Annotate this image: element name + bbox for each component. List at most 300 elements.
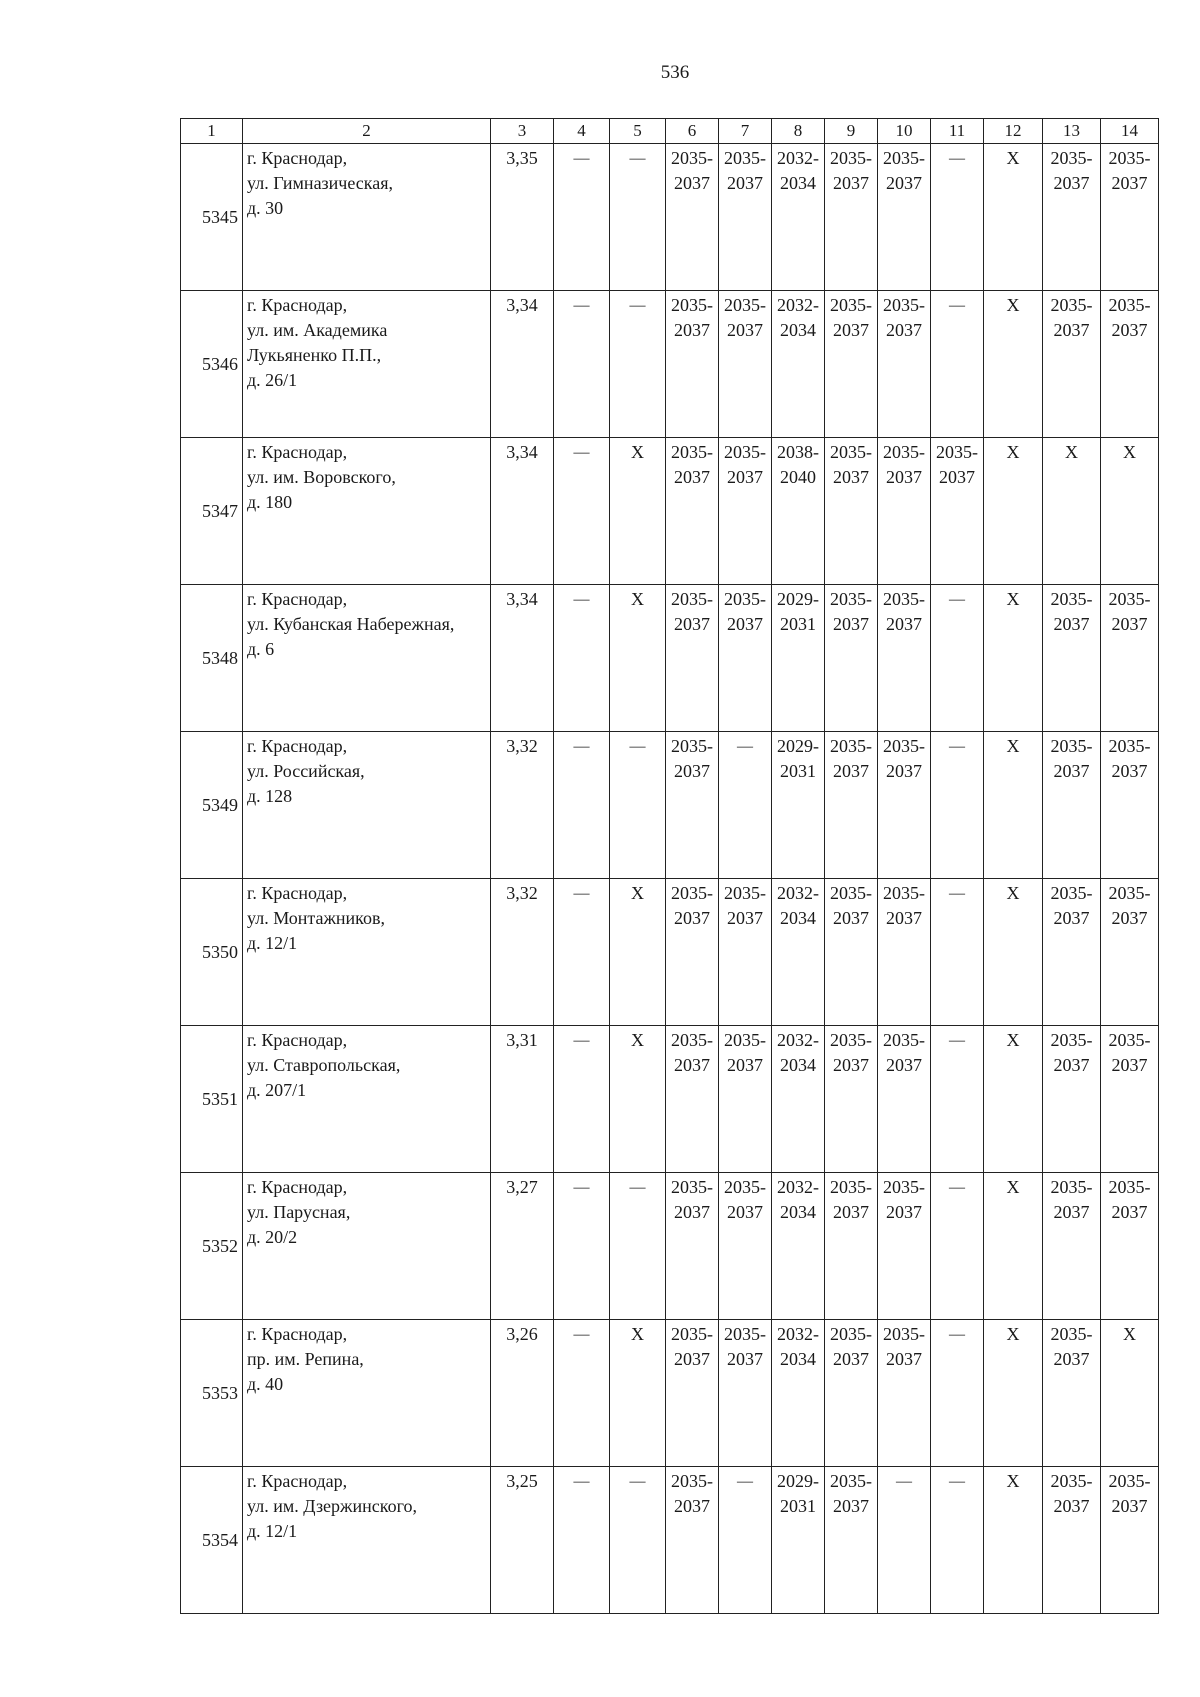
value-line: 2035- [1050,1030,1093,1050]
value-line: — [949,1473,965,1490]
value-cell [825,879,878,1026]
value-cell [931,438,984,585]
value-line: 3,34 [506,589,538,609]
value-line: 2035- [724,589,766,609]
value-line: 2037 [886,320,922,340]
value-cell [825,585,878,732]
value-line: 2037 [727,467,763,487]
value-line: 2037 [886,1202,922,1222]
value-line: 2035- [883,736,925,756]
column-header: 1 [181,119,243,144]
value-cell [491,1467,554,1614]
value-cell [610,291,666,438]
value-line: 2035- [883,589,925,609]
value-line: 2035- [671,883,713,903]
value-line: 2034 [780,1202,816,1222]
value-cell [610,438,666,585]
value-line: 2035- [1050,1471,1093,1491]
value-cell [984,732,1043,879]
value-line: 2037 [674,761,710,781]
value-line: Х [1006,1030,1020,1050]
value-cell [878,144,931,291]
value-line: 2034 [780,320,816,340]
value-line: 2037 [833,908,869,928]
table-row [181,879,1159,1026]
value-line: — [573,1179,590,1196]
value-cell [666,1320,719,1467]
value-line: Х [631,883,644,903]
value-line: 3,34 [506,442,538,462]
address-line: г. Краснодар, [247,736,348,756]
row-number: 5353 [181,1320,243,1467]
value-line: 2037 [727,1349,763,1369]
value-cell [666,585,719,732]
value-line: 2035- [1050,883,1093,903]
address-line: ул. им. Академика [247,320,388,340]
value-line: 2031 [780,1496,816,1516]
value-cell [931,585,984,732]
column-header-row [181,119,1159,144]
address-line: ул. Ставропольская, [247,1055,401,1075]
value-line: — [896,1473,912,1490]
column-header: 8 [772,119,825,144]
value-line: 3,32 [506,883,538,903]
column-header: 4 [554,119,610,144]
value-line: — [573,885,590,902]
value-line: 2032- [777,295,819,315]
value-line: 2035- [724,148,766,168]
value-line: 2029- [777,736,819,756]
value-cell [825,291,878,438]
value-line: 2037 [727,173,763,193]
value-cell [984,879,1043,1026]
table-row [181,291,1159,438]
value-cell [984,438,1043,585]
value-line: 2035- [883,148,925,168]
table-row [181,438,1159,585]
value-line: 2035- [671,1177,713,1197]
value-line: Х [1065,442,1078,462]
value-line: — [949,297,965,314]
value-line: — [737,738,753,755]
value-cell [772,732,825,879]
value-cell [772,1026,825,1173]
value-line: 2035- [1050,1177,1093,1197]
row-number: 5348 [181,585,243,732]
value-cell [878,438,931,585]
value-cell [984,1467,1043,1614]
value-line: 3,27 [506,1177,538,1197]
address-line: ул. Кубанская Набережная, [247,614,455,634]
value-cell [984,585,1043,732]
value-cell [825,438,878,585]
address-cell [243,144,491,291]
value-cell [666,1173,719,1320]
value-line: Х [1006,1177,1020,1197]
value-line: 2035- [830,442,872,462]
value-line: 2037 [833,1055,869,1075]
value-line: — [629,738,646,755]
column-header: 5 [610,119,666,144]
value-cell [931,879,984,1026]
value-line: 2035- [671,1030,713,1050]
value-line: — [629,150,646,167]
row-number: 5351 [181,1026,243,1173]
value-cell [825,1320,878,1467]
value-line: 2035- [883,1324,925,1344]
value-line: Х [1006,883,1020,903]
value-line: 2037 [727,908,763,928]
value-cell [554,291,610,438]
value-line: 2035- [1050,148,1093,168]
row-number: 5350 [181,879,243,1026]
value-cell [931,1320,984,1467]
value-line: Х [1123,442,1136,462]
value-cell [931,1467,984,1614]
value-line: 2035- [1108,1030,1151,1050]
address-line: ул. Российская, [247,761,365,781]
value-line: 2037 [886,467,922,487]
value-line: 2037 [833,761,869,781]
value-line: 2037 [674,467,710,487]
value-cell [719,879,772,1026]
value-line: 2037 [1053,761,1090,781]
value-line: 2035- [724,883,766,903]
value-line: 2037 [674,908,710,928]
value-line: — [573,591,590,608]
value-line: Х [631,442,644,462]
value-line: 2037 [886,761,922,781]
value-line: 2037 [727,1202,763,1222]
value-line: 2029- [777,589,819,609]
address-cell [243,1320,491,1467]
value-line: — [949,1032,965,1049]
value-cell [554,585,610,732]
value-cell [931,732,984,879]
address-cell [243,585,491,732]
value-cell [931,1173,984,1320]
address-line: д. 128 [247,786,293,806]
value-line: 3,34 [506,295,538,315]
value-cell [825,1026,878,1173]
table-row [181,1467,1159,1614]
value-cell [610,1026,666,1173]
value-line: 2032- [777,883,819,903]
value-cell [878,291,931,438]
value-cell [554,879,610,1026]
value-cell [719,732,772,879]
value-line: 2035- [936,442,978,462]
value-cell [1043,1173,1101,1320]
value-line: 2037 [1111,908,1148,928]
value-line: 2035- [883,1030,925,1050]
value-line: 2037 [1053,1055,1090,1075]
address-line: г. Краснодар, [247,589,348,609]
value-cell [491,879,554,1026]
value-cell [610,879,666,1026]
value-cell [1043,144,1101,291]
value-line: 2037 [1111,173,1148,193]
address-line: г. Краснодар, [247,1030,348,1050]
value-line: 2034 [780,173,816,193]
column-header: 11 [931,119,984,144]
column-header: 3 [491,119,554,144]
value-cell [554,732,610,879]
value-line: 2031 [780,614,816,634]
value-cell [772,291,825,438]
value-cell [666,1026,719,1173]
address-line: д. 12/1 [247,933,298,953]
value-cell [491,585,554,732]
address-line: г. Краснодар, [247,148,348,168]
value-cell [772,1320,825,1467]
value-cell [491,1320,554,1467]
address-line: г. Краснодар, [247,1471,348,1491]
value-cell [1043,438,1101,585]
value-cell [491,732,554,879]
value-line: 2035- [1108,589,1151,609]
value-line: 2035- [671,148,713,168]
value-cell [931,291,984,438]
table-row [181,1320,1159,1467]
value-cell [554,1467,610,1614]
value-line: 2037 [1111,1496,1148,1516]
value-line: 2032- [777,1030,819,1050]
address-cell [243,1467,491,1614]
address-line: д. 20/2 [247,1227,298,1247]
value-line: 2037 [674,614,710,634]
value-cell [772,1467,825,1614]
value-cell [984,1320,1043,1467]
value-line: 2031 [780,761,816,781]
value-cell [610,1320,666,1467]
value-line: Х [631,1030,644,1050]
value-line: — [573,738,590,755]
value-line: 2035- [1050,295,1093,315]
value-line: 2037 [727,614,763,634]
value-line: 2035- [724,1177,766,1197]
value-line: 2035- [1108,295,1151,315]
value-line: 2035- [1050,1324,1093,1344]
column-header: 7 [719,119,772,144]
housing-register-table [180,118,1159,1614]
value-line: 2037 [1111,761,1148,781]
value-line: — [737,1473,753,1490]
value-line: 3,35 [506,148,538,168]
value-cell [666,879,719,1026]
value-line: 2037 [727,320,763,340]
table-row [181,1173,1159,1320]
value-cell [772,1173,825,1320]
address-line: ул. Монтажников, [247,908,385,928]
column-header: 2 [243,119,491,144]
value-cell [719,585,772,732]
address-line: г. Краснодар, [247,883,348,903]
value-line: 2037 [886,173,922,193]
value-line: 2037 [674,1349,710,1369]
column-header: 12 [984,119,1043,144]
value-line: Х [1006,442,1020,462]
value-cell [719,291,772,438]
value-cell [1101,438,1159,585]
value-cell [825,1467,878,1614]
value-line: 2037 [833,1496,869,1516]
value-line: 2032- [777,148,819,168]
value-line: 2035- [671,442,713,462]
value-line: — [573,297,590,314]
value-line: 2037 [1111,614,1148,634]
value-line: 2040 [780,467,816,487]
value-cell [719,1320,772,1467]
value-line: 2034 [780,908,816,928]
value-line: 2035- [830,148,872,168]
value-cell [491,438,554,585]
value-line: 2034 [780,1055,816,1075]
value-line: 2032- [777,1177,819,1197]
value-cell [984,144,1043,291]
value-cell [1043,1467,1101,1614]
address-line: д. 26/1 [247,370,298,390]
value-cell [666,1467,719,1614]
value-cell [491,1026,554,1173]
value-line: 2037 [886,614,922,634]
value-line: 2037 [674,173,710,193]
value-line: 2037 [727,1055,763,1075]
value-line: 2037 [1053,614,1090,634]
value-cell [1043,585,1101,732]
column-header: 10 [878,119,931,144]
address-line: ул. им. Дзержинского, [247,1496,417,1516]
value-line: 2035- [1050,589,1093,609]
value-line: 2035- [671,736,713,756]
address-line: г. Краснодар, [247,442,348,462]
row-number: 5345 [181,144,243,291]
value-cell [666,732,719,879]
address-cell [243,291,491,438]
value-cell [1101,732,1159,879]
value-cell [554,1173,610,1320]
value-cell [825,1173,878,1320]
value-line: 2037 [833,173,869,193]
value-line: — [629,1473,646,1490]
value-line: Х [1006,1324,1020,1344]
value-line: 2035- [1108,148,1151,168]
value-line: — [573,1473,590,1490]
value-line: 2035- [671,295,713,315]
value-line: Х [1006,148,1020,168]
value-line: 3,25 [506,1471,538,1491]
value-cell [610,732,666,879]
value-line: Х [631,1324,644,1344]
value-line: 2035- [883,442,925,462]
value-cell [772,879,825,1026]
value-line: Х [1123,1324,1136,1344]
value-cell [984,1173,1043,1320]
value-cell [554,1026,610,1173]
page-number: 536 [660,62,690,83]
value-line: 2035- [671,589,713,609]
value-cell [878,879,931,1026]
address-line: г. Краснодар, [247,295,348,315]
value-line: — [629,1179,646,1196]
value-cell [491,291,554,438]
address-cell [243,879,491,1026]
address-line: Лукьяненко П.П., [247,345,382,365]
value-cell [878,585,931,732]
value-cell [1101,1320,1159,1467]
address-line: д. 40 [247,1374,284,1394]
value-line: — [949,1179,965,1196]
value-cell [554,144,610,291]
value-cell [719,1467,772,1614]
value-line: — [949,1326,965,1343]
value-line: — [949,738,965,755]
value-cell [878,732,931,879]
value-line: Х [1006,295,1020,315]
value-line: 2035- [1108,883,1151,903]
column-header: 9 [825,119,878,144]
value-line: 2035- [671,1324,713,1344]
value-line: 2037 [1111,320,1148,340]
value-line: 2037 [833,467,869,487]
address-line: г. Краснодар, [247,1324,348,1344]
value-line: 2035- [830,1030,872,1050]
value-line: — [949,591,965,608]
value-cell [610,585,666,732]
value-line: 2035- [883,883,925,903]
value-cell [825,144,878,291]
value-cell [1043,732,1101,879]
table-row [181,585,1159,732]
address-line: г. Краснодар, [247,1177,348,1197]
value-line: 2037 [674,1496,710,1516]
value-cell [1101,291,1159,438]
address-line: ул. Парусная, [247,1202,351,1222]
value-line: 2037 [833,1202,869,1222]
value-line: 2035- [724,1324,766,1344]
value-line: 2035- [724,295,766,315]
value-line: Х [631,589,644,609]
row-number: 5349 [181,732,243,879]
value-line: 2035- [830,883,872,903]
value-cell [931,1026,984,1173]
table-row [181,1026,1159,1173]
value-line: 2035- [1108,736,1151,756]
address-cell [243,438,491,585]
value-line: 2037 [1053,320,1090,340]
value-cell [666,144,719,291]
value-line: 2037 [674,320,710,340]
value-line: 2037 [1053,908,1090,928]
value-cell [719,1173,772,1320]
value-line: 2037 [674,1055,710,1075]
value-line: — [573,1326,590,1343]
address-line: д. 12/1 [247,1521,298,1541]
value-line: — [573,444,590,461]
value-line: 2035- [671,1471,713,1491]
address-line: ул. им. Воровского, [247,467,396,487]
value-line: 2038- [777,442,819,462]
value-line: 2037 [1053,1349,1090,1369]
value-line: — [629,297,646,314]
column-header: 14 [1101,119,1159,144]
value-cell [491,144,554,291]
address-cell [243,1026,491,1173]
value-line: 2037 [939,467,975,487]
value-line: Х [1006,736,1020,756]
table-row [181,144,1159,291]
value-cell [666,291,719,438]
